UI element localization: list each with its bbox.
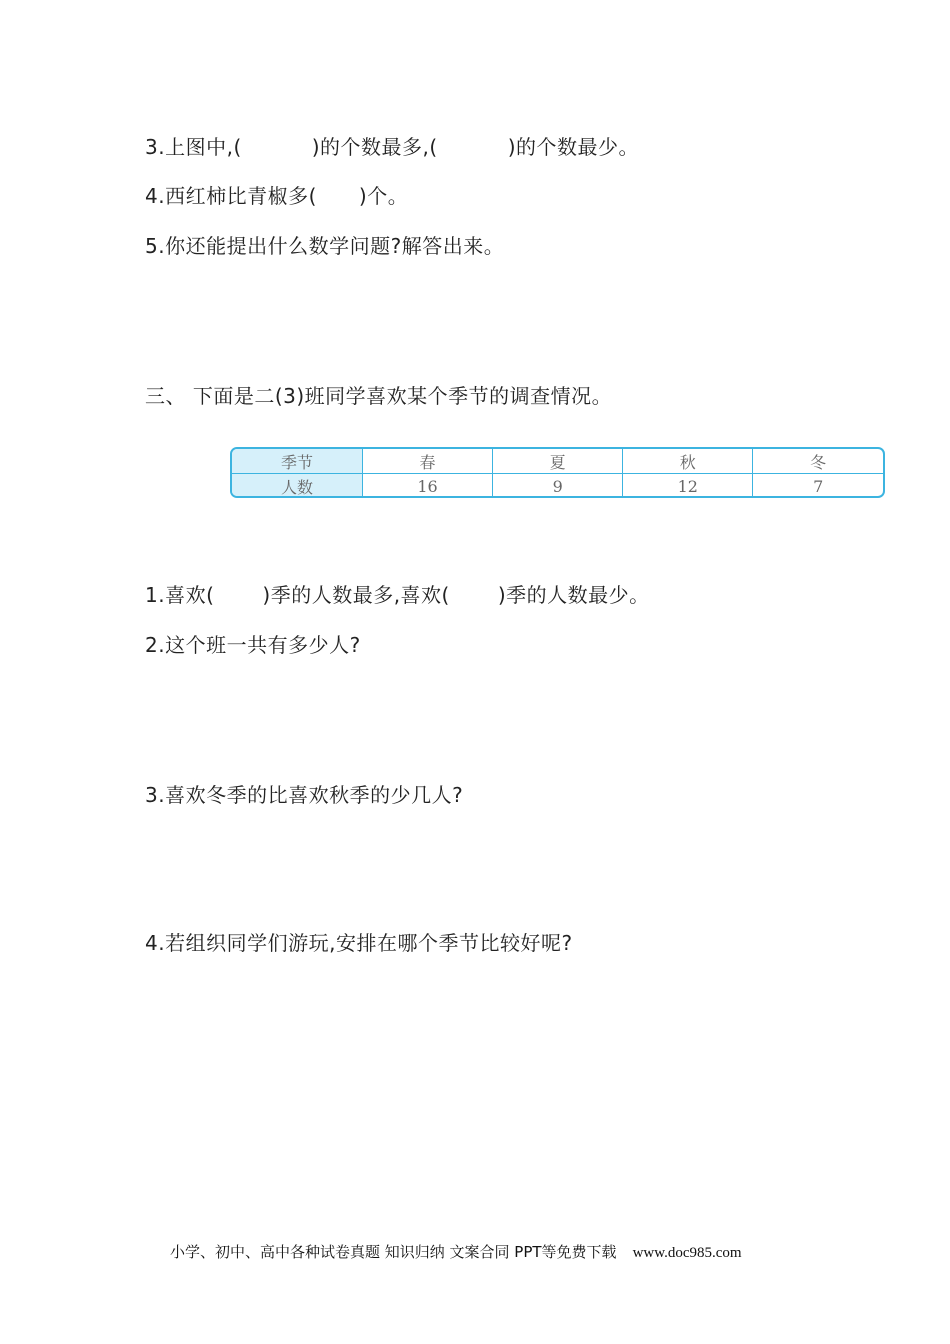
q1-after: )季的人数最少。 bbox=[497, 583, 650, 607]
table-cell: 春 bbox=[363, 449, 493, 474]
question-4-before: 4.西红柿比青椒多( bbox=[145, 184, 317, 208]
q1-before: 1.喜欢( bbox=[145, 583, 215, 607]
question-3-mid: )的个数最多,( bbox=[311, 135, 438, 159]
question-3-before: 3.上图中,( bbox=[145, 135, 242, 159]
section-3-question-2: 2.这个班一共有多少人? bbox=[145, 633, 361, 657]
season-survey-table bbox=[230, 447, 885, 498]
question-5: 5.你还能提出什么数学问题?解答出来。 bbox=[145, 234, 505, 258]
section-3-question-3: 3.喜欢冬季的比喜欢秋季的少几人? bbox=[145, 783, 464, 807]
table-header-cell: 人数 bbox=[232, 474, 363, 499]
footer bbox=[170, 1241, 742, 1264]
table-cell: 夏 bbox=[493, 449, 623, 474]
q1-mid: )季的人数最多,喜欢( bbox=[262, 583, 450, 607]
footer-text: 小学、初中、高中各种试卷真题 知识归纳 文案合同 PPT等免费下载 bbox=[170, 1243, 617, 1261]
survey-table bbox=[232, 449, 883, 498]
section-3-question-1 bbox=[145, 581, 650, 609]
table-cell: 7 bbox=[813, 476, 824, 496]
table-header-cell: 季节 bbox=[232, 449, 363, 474]
section-3-title: 三、 下面是二(3)班同学喜欢某个季节的调查情况。 bbox=[145, 384, 613, 408]
question-4-after: )个。 bbox=[358, 184, 409, 208]
table-cell: 9 bbox=[493, 474, 623, 499]
table-row-count bbox=[232, 474, 883, 499]
question-3 bbox=[145, 133, 639, 161]
footer-url[interactable]: www.doc985.com bbox=[632, 1245, 742, 1261]
table-cell: 冬 bbox=[753, 449, 883, 474]
table-cell: 12 bbox=[623, 474, 753, 499]
table-cell: 16 bbox=[363, 474, 493, 499]
table-cell: 秋 bbox=[623, 449, 753, 474]
table-row-season bbox=[232, 449, 883, 474]
section-3-question-4: 4.若组织同学们游玩,安排在哪个季节比较好呢? bbox=[145, 931, 573, 955]
question-3-after: )的个数最少。 bbox=[507, 135, 640, 159]
question-4 bbox=[145, 182, 408, 210]
